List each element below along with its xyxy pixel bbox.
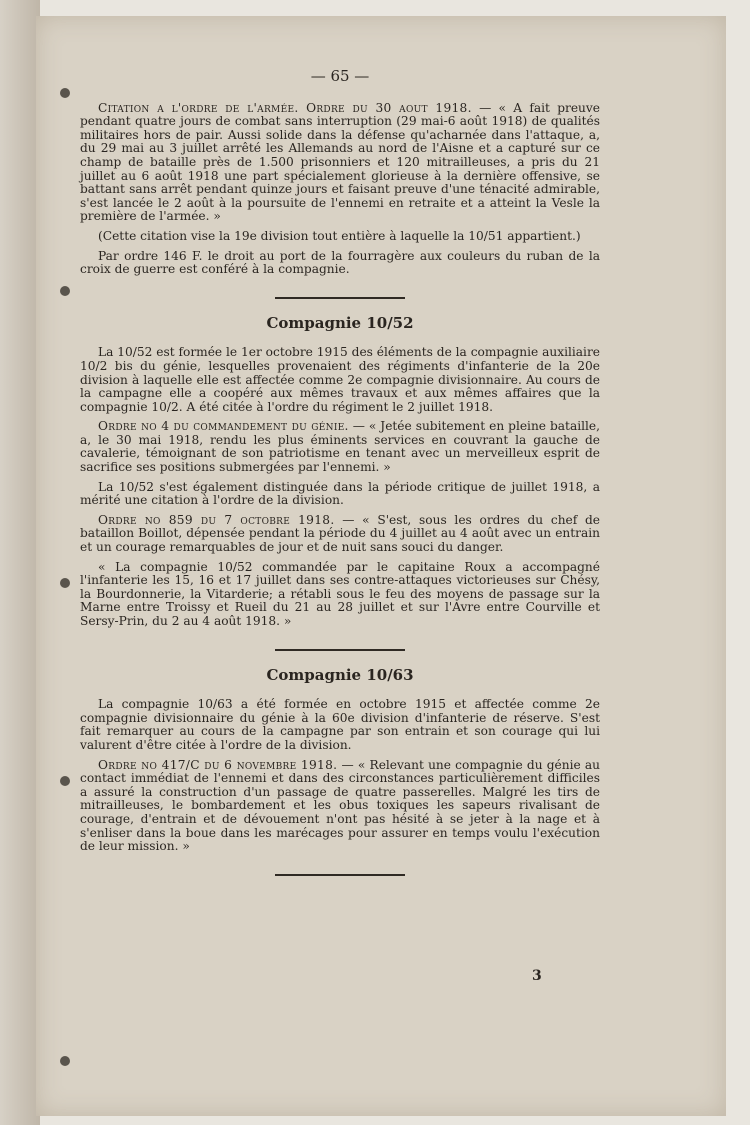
book-spine	[0, 0, 40, 1125]
section-paragraph: « La compagnie 10/52 commandée par le capitaine Roux a accompagné l'infanterie les 15, 16 et 17 juillet dans ses contre-attaques victorieuses sur Chésy, la Bourdonnerie, la Vitarderie; a rétabli sous le feu des moyens de passage sur la Marne entre Troissy et Rueil du 21 au 28 juillet et sur l'Avre entre Courville et Sersy-Prin, du 2 au 4 août 1918. »	[80, 559, 600, 628]
section-intro: La 10/52 est formée le 1er octobre 1915 des éléments de la compagnie auxiliaire 10/2 bis du génie, lesquelles provenaient des régiments d'infanterie de la 20e division à laquelle elle est affectée comme 2e compagnie divisionnaire. Au cours de la campagne elle a coopéré aux mêmes travaux et aux mêmes affaires que la compagnie 10/2. A été citée à l'ordre du régiment le 2 juillet 1918.	[80, 345, 600, 414]
citation-note: (Cette citation vise la 19e division tout entière à laquelle la 10/51 appartient.)	[98, 228, 581, 243]
order-text: — « Relevant une compagnie du génie au contact immédiat de l'ennemi et dans des circonstances particulièrement difficiles a assuré la construction d'un passage de quatre passerelles. Malgré les tirs de mitrailleuses, le bombardement et les obus toxiques les sapeurs rivalisant de courage, d'entrain et de dévouement n'ont pas hésité à se jeter à la nage et à s'enliser dans la boue dans les marécages pour assurer en temps voulu l'exécution de leur mission. »	[80, 757, 600, 854]
section-divider	[275, 297, 405, 299]
binding-hole	[60, 578, 70, 588]
section-divider	[275, 649, 405, 651]
section-intro: La compagnie 10/63 a été formée en octobre 1915 et affectée comme 2e compagnie divisionnaire du génie à la 60e division d'infanterie de réserve. S'est fait remarquer au cours de la campagne par son entrain et son courage qui lui valurent d'être citée à l'ordre de la division.	[80, 697, 600, 752]
folio-number: 3	[532, 968, 542, 984]
section-heading: Compagnie 10/63	[266, 665, 414, 684]
citation-label: Citation a l'ordre de l'armée. Ordre du 30 aout 1918.	[98, 100, 472, 115]
section-divider	[275, 874, 405, 876]
order-paragraph	[80, 420, 600, 474]
page-number: — 65 —	[310, 67, 370, 85]
page-content	[80, 67, 601, 894]
section-heading: Compagnie 10/52	[266, 313, 414, 332]
citation-paragraph	[80, 102, 600, 224]
binding-hole	[60, 88, 70, 98]
order-paragraph	[80, 514, 600, 555]
citation-order: Par ordre 146 F. le droit au port de la fourragère aux couleurs du ruban de la croix de guerre est conféré à la compagnie.	[80, 248, 600, 277]
order-text: — « Jetée subitement en pleine bataille, a, le 30 mai 1918, rendu les plus éminents services en couvrant la gauche de cavalerie, témoignant de son patriotisme en tenant avec un merveilleux esprit de sacrifice ses positions submergées par l'ennemi. »	[80, 419, 601, 475]
binding-hole	[60, 286, 70, 296]
order-label: Ordre no 4 du commandement du génie.	[98, 419, 349, 434]
order-paragraph	[80, 759, 600, 854]
order-label: Ordre no 859 du 7 octobre 1918.	[98, 512, 335, 527]
order-text: — « S'est, sous les ordres du chef de bataillon Boillot, dépensée pendant la période du 4 juillet au 4 août avec un entrain et un courage remarquables de jour et de nuit sans souci du danger.	[80, 512, 600, 555]
binding-hole	[60, 776, 70, 786]
section-paragraph: La 10/52 s'est également distinguée dans la période critique de juillet 1918, a mérité une citation à l'ordre de la division.	[80, 479, 600, 508]
citation-text: — « A fait preuve pendant quatre jours de combat sans interruption (29 mai-6 août 1918) de qualités militaires hors de pair. Aussi solide dans la défense qu'acharnée dans l'attaque, a, du 29 mai au 3 juillet arrêté les Allemands au nord de l'Aisne et a capturé sur ce champ de bataille près de 1.500 prisonniers et 120 mitrailleuses, a pris du 21 juillet au 6 août 1918 une part spécialement glorieuse à la dernière offensive, se battant sans arrêt pendant quinze jours et faisant preuve d'une ténacité admirable, s'est lancée le 2 août à la poursuite de l'ennemi en retraite et a atteint la Vesle la première de l'armée. »	[80, 100, 600, 224]
order-label: Ordre no 417/C du 6 novembre 1918.	[98, 757, 338, 772]
binding-hole	[60, 1056, 70, 1066]
